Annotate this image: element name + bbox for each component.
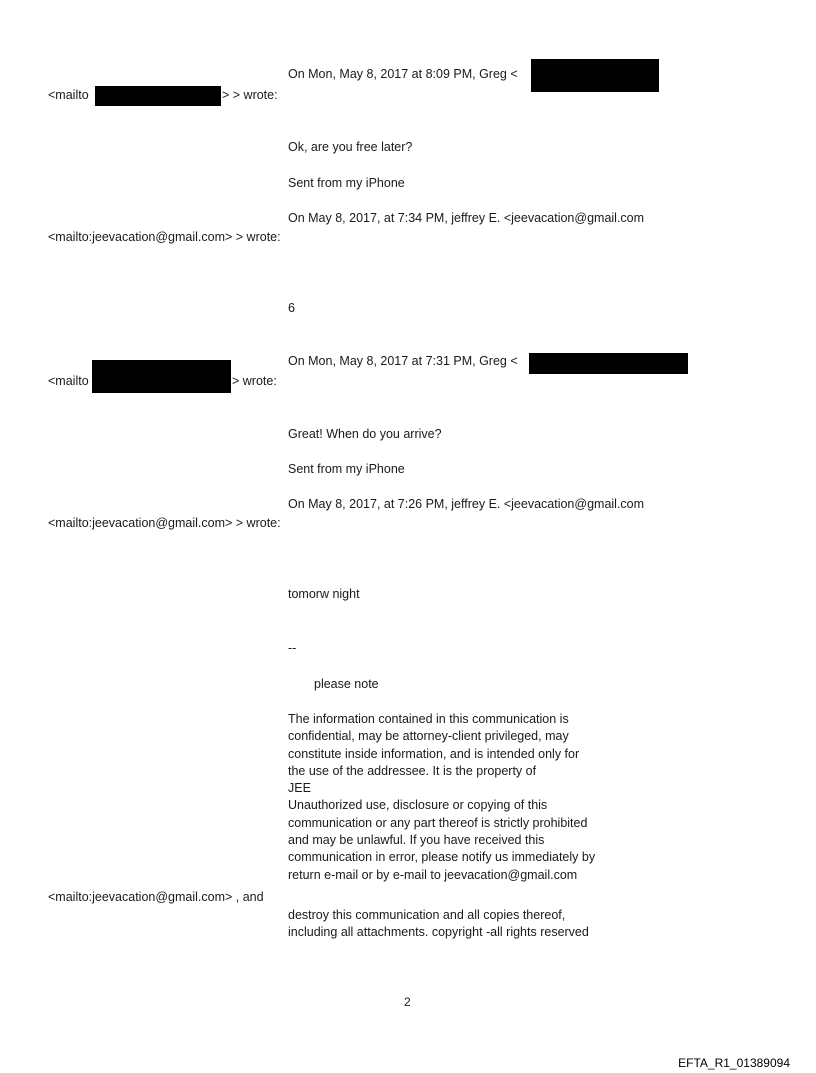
mailto-line: <mailto:jeevacation@gmail.com> > wrote: <box>48 230 281 244</box>
mailto-prefix: <mailto <box>48 374 89 388</box>
disclaimer-line: communication or any part thereof is strictly prohibited <box>288 815 588 830</box>
disclaimer-line: including all attachments. copyright -all rights reserved <box>288 925 589 940</box>
redaction-block <box>92 360 231 393</box>
bates-number: EFTA_R1_01389094 <box>678 1056 790 1070</box>
wrote-label: > wrote: <box>232 374 277 388</box>
redaction-block <box>529 353 688 374</box>
email-header-line: On May 8, 2017, at 7:26 PM, jeffrey E. <jeevacation@gmail.com <box>288 497 645 511</box>
redaction-block <box>95 86 221 106</box>
message-body: 6 <box>288 301 295 315</box>
disclaimer-line: Unauthorized use, disclosure or copying of this <box>288 798 548 813</box>
redaction-block <box>531 59 659 92</box>
mailto-prefix: <mailto <box>48 88 89 102</box>
message-signature: Sent from my iPhone <box>288 462 405 476</box>
disclaimer-line: and may be unlawful. If you have received this <box>288 833 545 848</box>
disclaimer-closing <box>288 907 589 942</box>
email-header-line: On Mon, May 8, 2017 at 7:31 PM, Greg < <box>288 354 518 368</box>
disclaimer-line: confidential, may be attorney-client privileged, may <box>288 729 569 744</box>
disclaimer-paragraph <box>288 711 595 884</box>
note-heading: please note <box>314 677 379 691</box>
disclaimer-line: return e-mail or by e-mail to jeevacation@gmail.com <box>288 867 578 882</box>
message-signature: Sent from my iPhone <box>288 176 405 190</box>
signature-separator: -- <box>288 641 297 655</box>
message-body: tomorw night <box>288 587 360 601</box>
mailto-line: <mailto:jeevacation@gmail.com> > wrote: <box>48 516 281 530</box>
disclaimer-line: the use of the addressee. It is the property of <box>288 763 537 778</box>
email-header-line: On May 8, 2017, at 7:34 PM, jeffrey E. <jeevacation@gmail.com <box>288 211 645 225</box>
email-header-line: On Mon, May 8, 2017 at 8:09 PM, Greg < <box>288 67 518 81</box>
disclaimer-line: The information contained in this communication is <box>288 712 569 726</box>
disclaimer-line: constitute inside information, and is intended only for <box>288 746 580 761</box>
wrote-label: > > wrote: <box>222 88 278 102</box>
message-body: Ok, are you free later? <box>288 140 413 154</box>
disclaimer-line: destroy this communication and all copies thereof, <box>288 908 566 922</box>
disclaimer-line: JEE <box>288 781 311 796</box>
disclaimer-line: communication in error, please notify us immediately by <box>288 850 596 865</box>
page-number: 2 <box>404 995 411 1009</box>
message-body: Great! When do you arrive? <box>288 427 442 441</box>
disclaimer-mailto: <mailto:jeevacation@gmail.com> , and <box>48 890 264 904</box>
